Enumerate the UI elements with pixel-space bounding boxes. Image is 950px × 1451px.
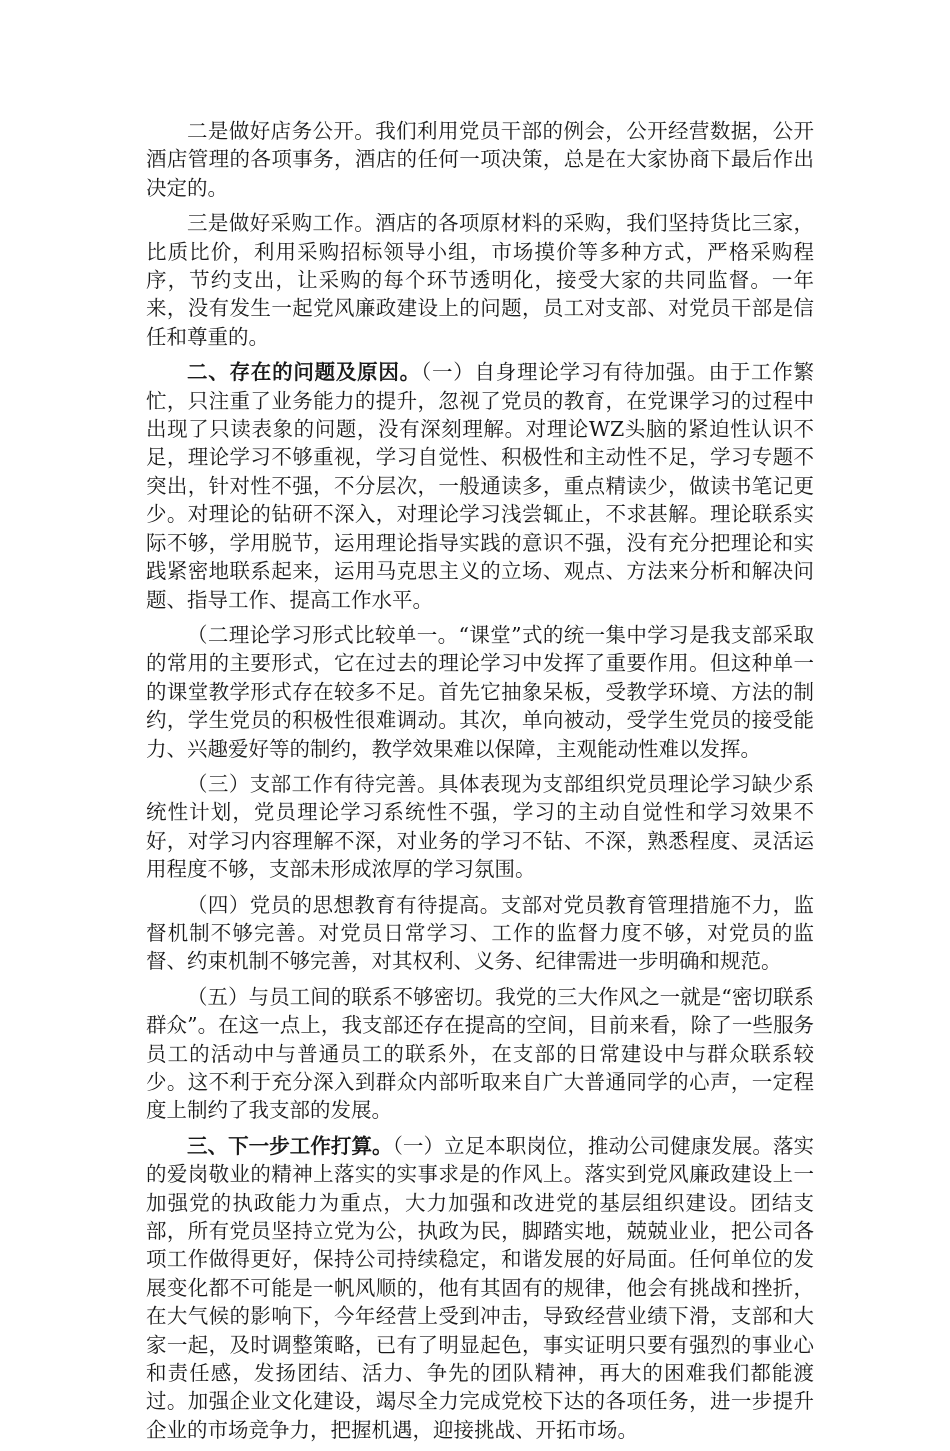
paragraph-store-affairs-disclosure (146, 117, 814, 202)
section-heading-problems: 二、存在的问题及原因。 (187, 360, 421, 385)
paragraph-text: （四）党员的思想教育有待提高。支部对党员教育管理措施不力，监督机制不够完善。对党员日常学习、工作的监督力度不够，对党员的监督、约束机制不够完善，对其权利、义务、纪律需进一步明确和规范。 (146, 892, 814, 974)
paragraph-staff-connection (146, 983, 814, 1125)
paragraph-branch-work (146, 770, 814, 884)
paragraph-problems-theory-study (146, 358, 814, 614)
paragraph-text: （二理论学习形式比较单一。“课堂”式的统一集中学习是我支部采取的常用的主要形式，它在过去的理论学习中发挥了重要作用。但这种单一的课堂教学形式存在较多不足。首先它抽象呆板，受教学环境、方法的制约，学生党员的积极性很难调动。其次，单向被动，受学生党员的接受能力、兴趣爱好等的制约，教学效果难以保障，主观能动性难以发挥。 (146, 622, 814, 761)
paragraph-text: 二是做好店务公开。我们利用党员干部的例会，公开经营数据，公开酒店管理的各项事务，酒店的任何一项决策，总是在大家协商下最后作出决定的。 (146, 119, 814, 200)
paragraph-ideological-education (146, 891, 814, 976)
document-page (146, 117, 814, 1451)
paragraph-next-steps (146, 1132, 814, 1444)
paragraph-study-format (146, 621, 814, 763)
paragraph-procurement (146, 209, 814, 351)
paragraph-text: （三）支部工作有待完善。具体表现为支部组织党员理论学习缺少系统性计划，党员理论学习系统性不强，学习的主动自觉性和学习效果不好，对学习内容理解不深，对业务的学习不钻、不深，熟悉程度、灵活运用程度不够，支部未形成浓厚的学习氛围。 (146, 771, 814, 882)
section-heading-next-steps: 三、下一步工作打算。 (187, 1133, 393, 1158)
paragraph-text: （一）自身理论学习有待加强。由于工作繁忙，只注重了业务能力的提升，忽视了党员的教育，在党课学习的过程中出现了只读表象的问题，没有深刻理解。对理论WZ头脑的紧迫性认识不足，理论学习不够重视，学习自觉性、积极性和主动性不足，学习专题不突出，针对性不强，不分层次，一般通读多，重点精读少，做读书笔记更少。对理论的钻研不深入，对理论学习浅尝辄止，不求甚解。理论联系实际不够，学用脱节，运用理论指导实践的意识不强，没有充分把理论和实践紧密地联系起来，运用马克思主义的立场、观点、方法来分析和解决问题、指导工作、提高工作水平。 (146, 360, 815, 612)
paragraph-text: （五）与员工间的联系不够密切。我党的三大作风之一就是“密切联系群众”。在这一点上，我支部还存在提高的空间，目前来看，除了一些服务员工的活动中与普通员工的联系外，在支部的日常建设中与群众联系较少。这不利于充分深入到群众内部听取来自广大普通同学的心声，一定程度上制约了我支部的发展。 (146, 984, 814, 1123)
paragraph-text: （一）立足本职岗位，推动公司健康发展。落实的爱岗敬业的精神上落实的实事求是的作风上。落实到党风廉政建设上一加强党的执政能力为重点，大力加强和改进党的基层组织建设。团结支部，所有党员坚持立党为公，执政为民，脚踏实地，兢兢业业，把公司各项工作做得更好，保持公司持续稳定，和谐发展的好局面。任何单位的发展变化都不可能是一帆风顺的，他有其固有的规律，他会有挑战和挫折，在大气候的影响下，今年经营上受到冲击，导致经营业绩下滑，支部和大家一起，及时调整策略，已有了明显起色，事实证明只要有强烈的事业心和责任感，发扬团结、活力、争先的团队精神，再大的困难我们都能渡过。加强企业文化建设，竭尽全力完成党校下达的各项任务，进一步提升企业的市场竞争力，把握机遇，迎接挑战、开拓市场。 (146, 1133, 815, 1442)
paragraph-text: 三是做好采购工作。酒店的各项原材料的采购，我们坚持货比三家，比质比价，利用采购招标领导小组，市场摸价等多种方式，严格采购程序，节约支出，让采购的每个环节透明化，接受大家的共同监督。一年来，没有发生一起党风廉政建设上的问题，员工对支部、对党员干部是信任和尊重的。 (146, 211, 814, 349)
